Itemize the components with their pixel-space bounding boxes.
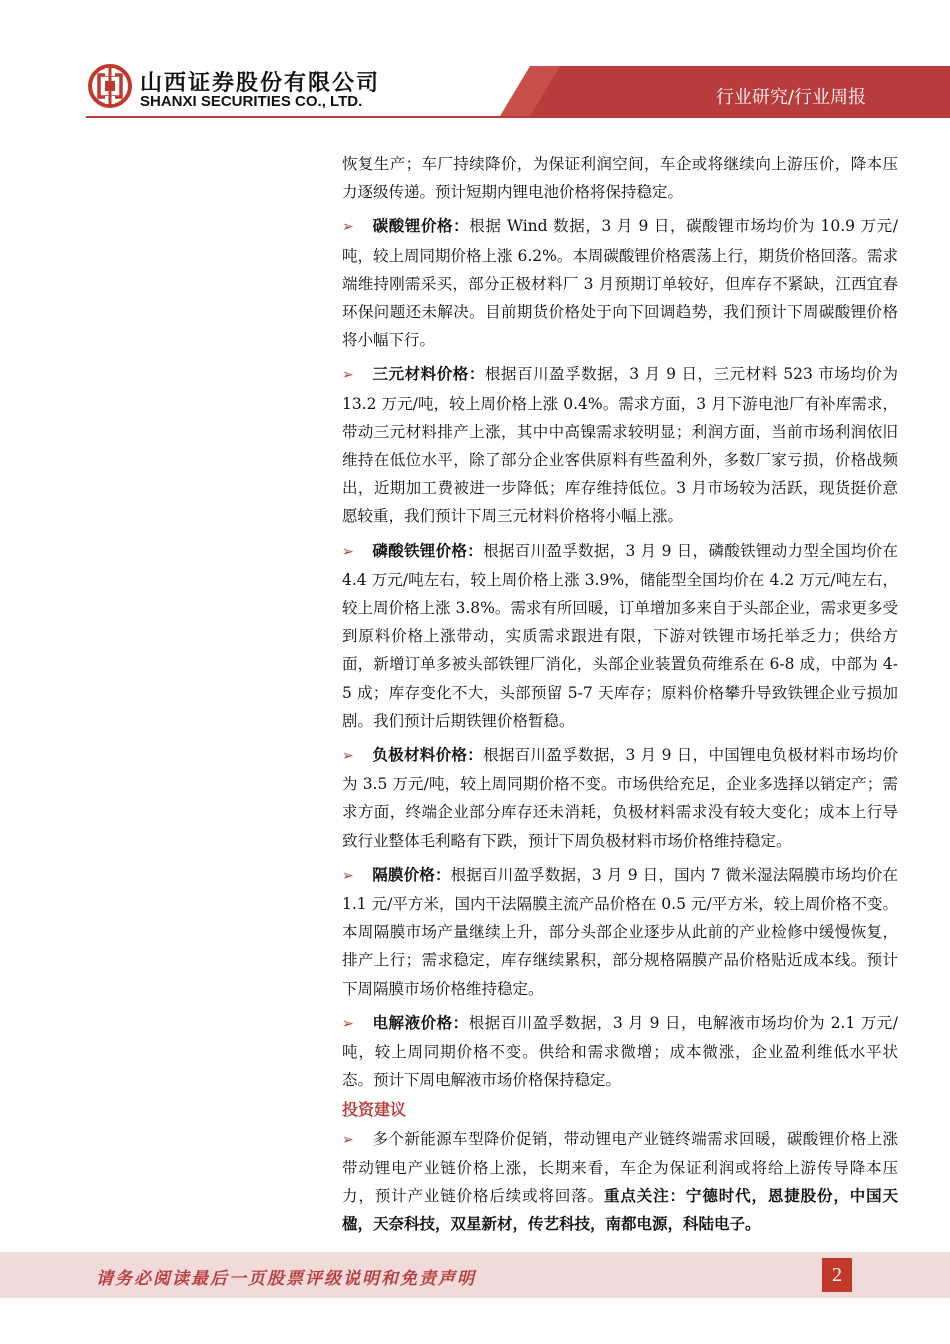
bullet-arrow-icon: ➢ <box>342 1015 354 1032</box>
section-title-investment: 投资建议 <box>342 1099 407 1119</box>
item-text: 根据百川盈孚数据，3 月 9 日，国内 7 微米湿法隔膜市场均价在 1.1 元/平方米，国内干法隔膜主流产品价格在 0.5 元/平方米，较上周价格不变。本周隔膜市场产量继续上升，部分头部企业逐步从此前的产业检修中缓慢恢复，排产上行；需求稳定，库存继续累积，部分规格隔膜产品价格贴近成本线。预计下周隔膜市场价格维持稳定。 <box>342 865 898 998</box>
item-electrolyte <box>342 1009 898 1095</box>
bullet-arrow-icon: ➢ <box>342 367 354 384</box>
company-name-en: SHANXI SECURITIES CO., LTD. <box>140 93 363 110</box>
page-footer <box>0 1252 950 1344</box>
item-lead: 电解液价格： <box>372 1012 469 1032</box>
bullet-arrow-icon: ➢ <box>342 1131 354 1148</box>
bullet-arrow-icon: ➢ <box>342 748 354 765</box>
bullet-arrow-icon: ➢ <box>342 867 354 884</box>
item-lead: 隔膜价格： <box>372 864 451 884</box>
item-lead: 三元材料价格： <box>372 364 485 384</box>
intro-paragraph: 恢复生产；车厂持续降价，为保证利润空间，车企或将继续向上游压价，降本压力逐级传递。预计短期内锂电池价格将保持稳定。 <box>342 155 898 202</box>
bullet-arrow-icon: ➢ <box>342 219 354 236</box>
item-text: 根据百川盈孚数据，3 月 9 日，三元材料 523 市场均价为 13.2 万元/吨，较上周价格上涨 0.4%。需求方面，3 月下游电池厂有补库需求，带动三元材料排产上涨，其中中高镍需求较明显；利润方面，当前市场利润依旧维持在低位水平，除了部分企业客供原料有些盈利外，多数厂家亏损，价格战频出，近期加工费被进一步降低；库存维持低位。3 月市场较为活跃，现货挺价意愿较重，我们预计下周三元材料价格将小幅上涨。 <box>342 365 898 526</box>
item-lead: 磷酸铁锂价格： <box>372 540 484 560</box>
item-lithium-carbonate <box>342 212 898 354</box>
header-divider <box>86 116 950 118</box>
company-name-cn: 山西证券股份有限公司 <box>140 71 381 96</box>
item-lead: 碳酸锂价格： <box>372 216 470 236</box>
company-logo-icon <box>88 64 132 108</box>
footer-disclaimer: 请务必阅读最后一页股票评级说明和免责声明 <box>96 1269 476 1289</box>
item-separator <box>342 861 898 1003</box>
report-body <box>342 150 898 1238</box>
item-ternary-material <box>342 360 898 530</box>
item-text: 根据百川盈孚数据，3 月 9 日，中国锂电负极材料市场均价为 3.5 万元/吨，较上周同期价格不变。市场供给充足，企业多选择以销定产；需求方面，终端企业部分库存还未消耗，负极材料需求没有较大变化；成本上行导致行业整体毛利略有下跌，预计下周负极材料市场价格维持稳定。 <box>342 746 898 850</box>
item-text: 根据百川盈孚数据，3 月 9 日，磷酸铁锂动力型全国均价在 4.4 万元/吨左右，较上周价格上涨 3.9%，储能型全国均价在 4.2 万元/吨左右，较上周价格上涨 3.8%。需求有所回暖，订单增加多来自于头部企业，需求更多受到原料价格上涨带动，实质需求跟进有限，下游对铁锂市场托举乏力；供给方面，新增订单多被头部铁锂厂消化，头部企业装置负荷维系在 6-8 成，中部为 4-5 成；库存变化不大，头部预留 5-7 天库存；原料价格攀升导致铁锂企业亏损加剧。我们预计后期铁锂价格暂稳。 <box>342 541 898 730</box>
investment-paragraph <box>342 1125 898 1239</box>
report-category: 行业研究/行业周报 <box>715 87 866 108</box>
page-header <box>0 0 950 128</box>
page-number: 2 <box>822 1258 852 1292</box>
item-anode <box>342 741 898 855</box>
item-lfp <box>342 537 898 735</box>
invest-focus: 重点关注：宁德时代，恩捷股份，中国天楹，天奈科技，双星新材，传艺科技，南都电源，科陆电子。 <box>342 1185 898 1234</box>
invest-text: 多个新能源车型降价促销，带动锂电产业链终端需求回暖，碳酸锂价格上涨带动锂电产业链价格上涨，长期来看，车企为保证利润或将给上游传导降本压力，预计产业链价格后续或将回落。 <box>342 1129 898 1205</box>
item-lead: 负极材料价格： <box>372 745 484 765</box>
bullet-arrow-icon: ➢ <box>342 543 354 560</box>
item-text: 根据百川盈孚数据，3 月 9 日，电解液市场均价为 2.1 万元/吨，较上周同期价格不变。供给和需求微增；成本微涨，企业盈利维低水平状态。预计下周电解液市场价格保持稳定。 <box>342 1013 898 1090</box>
item-text: 根据 Wind 数据，3 月 9 日，碳酸锂市场均价为 10.9 万元/吨，较上周同期价格上涨 6.2%。本周碳酸锂价格震荡上行，期货价格回落。需求端维持刚需采买，部分正极材料厂 3 月预期订单较好，但库存不紧缺，江西宜春环保问题还未解决。目前期货价格处于向下回调趋势，我们预计下周碳酸锂价格将小幅下行。 <box>342 217 898 350</box>
